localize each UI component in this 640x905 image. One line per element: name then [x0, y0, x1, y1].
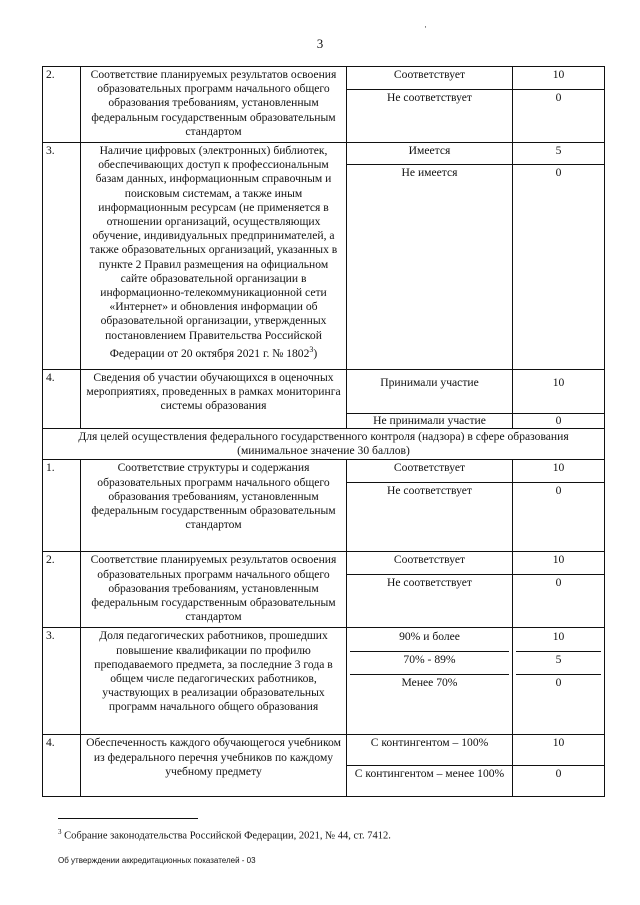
row-number: 2.: [43, 552, 81, 628]
option-value: Не имеется: [347, 165, 513, 370]
row-number: 4.: [43, 735, 81, 797]
option-points-cell: [513, 628, 605, 735]
criterion-text: Соответствие планируемых результатов освоения образовательных программ начального общего образования требованиям, установленным федеральным государственным образовательным стандартом: [81, 67, 347, 143]
accreditation-indicators-table: [42, 66, 605, 797]
option-points: 0: [513, 766, 605, 797]
row-number: 2.: [43, 67, 81, 143]
option-value: С контингентом – менее 100%: [347, 766, 513, 797]
criterion-text: Соответствие структуры и содержания образовательных программ начального общего образования требованиям, установленным федеральным государственным образовательным стандартом: [81, 460, 347, 552]
option-points: 0: [555, 676, 562, 690]
option-points: 0: [513, 414, 605, 429]
section-header: Для целей осуществления федерального государственного контроля (надзора) в сфере образования (минимальное значение 30 баллов): [43, 429, 605, 460]
option-value: Принимали участие: [347, 370, 513, 414]
criterion-text: [81, 143, 347, 370]
criterion-text: Сведения об участии обучающихся в оценочных мероприятиях, проведенных в рамках мониторинга системы образования: [81, 370, 347, 429]
footnote-ref: 3: [309, 344, 314, 354]
option-points: 0: [513, 90, 605, 143]
option-value: Не принимали участие: [347, 414, 513, 429]
row-number: 4.: [43, 370, 81, 429]
criterion-main: Наличие цифровых (электронных) библиотек, обеспечивающих доступ к профессиональным базам данных, информационным справочным и поисковым системам, а также иным информационным ресурсам (не применяется в отношении организаций, осуществляющих обучение, индивидуальных предпринимателей, а также образовательных организаций, указанных в пункте 2 Правил размещения на официальном сайте образовательной организации в информационно-телекоммуникационной сети «Интернет» и обновления информации об образовательной организации, утвержденных постановлением Правительства Российской Федерации от 20 октября 2021 г. № 1802: [89, 144, 338, 360]
scan-mark: ·: [424, 22, 427, 32]
row-number: 3.: [43, 628, 81, 735]
option-value: 70% - 89%: [350, 652, 509, 675]
document-footer: Об утверждении аккредитационных показателей - 03: [58, 856, 256, 865]
table-row: [43, 67, 605, 90]
option-points: 0: [513, 483, 605, 552]
table-row: [43, 460, 605, 483]
table-row: [43, 628, 605, 735]
criterion-close: ): [313, 346, 318, 360]
option-value: Не соответствует: [347, 575, 513, 628]
table-row: [43, 370, 605, 414]
option-value: 90% и более: [350, 629, 509, 652]
footnote: [58, 828, 391, 842]
option-points: 10: [513, 370, 605, 414]
option-points: 10: [513, 735, 605, 766]
option-value: Менее 70%: [401, 676, 458, 690]
option-points: 5: [516, 652, 601, 675]
section-row: [43, 429, 605, 460]
option-value: Не соответствует: [347, 483, 513, 552]
option-value: Соответствует: [347, 460, 513, 483]
row-number: 1.: [43, 460, 81, 552]
footnote-text: Собрание законодательства Российской Федерации, 2021, № 44, ст. 7412.: [61, 830, 391, 842]
option-points: 10: [516, 629, 601, 652]
table-row: [43, 552, 605, 575]
page-number: 3: [316, 36, 324, 51]
table-row: [43, 735, 605, 766]
option-points: 10: [513, 460, 605, 483]
option-value: С контингентом – 100%: [347, 735, 513, 766]
option-points: 10: [513, 67, 605, 90]
footnote-marker: 3: [58, 828, 62, 836]
footnote-divider: [58, 818, 198, 819]
option-value: Не соответствует: [347, 90, 513, 143]
option-points: 10: [513, 552, 605, 575]
option-value: Соответствует: [347, 67, 513, 90]
criterion-text: Обеспеченность каждого обучающегося учебником из федерального перечня учебников по каждому учебному предмету: [81, 735, 347, 797]
option-points: 0: [513, 575, 605, 628]
table-row: [43, 143, 605, 165]
option-points: 0: [513, 165, 605, 370]
option-values-cell: [347, 628, 513, 735]
criterion-text: Соответствие планируемых результатов освоения образовательных программ начального общего образования требованиям, установленным федеральным государственным образовательным стандартом: [81, 552, 347, 628]
criterion-text: Доля педагогических работников, прошедших повышение квалификации по профилю преподаваемого предмета, за последние 3 года в общем числе педагогических работников, участвующих в реализации образовательных программ начального общего образования: [81, 628, 347, 735]
option-value: Соответствует: [347, 552, 513, 575]
row-number: 3.: [43, 143, 81, 370]
option-points: 5: [513, 143, 605, 165]
option-value: Имеется: [347, 143, 513, 165]
